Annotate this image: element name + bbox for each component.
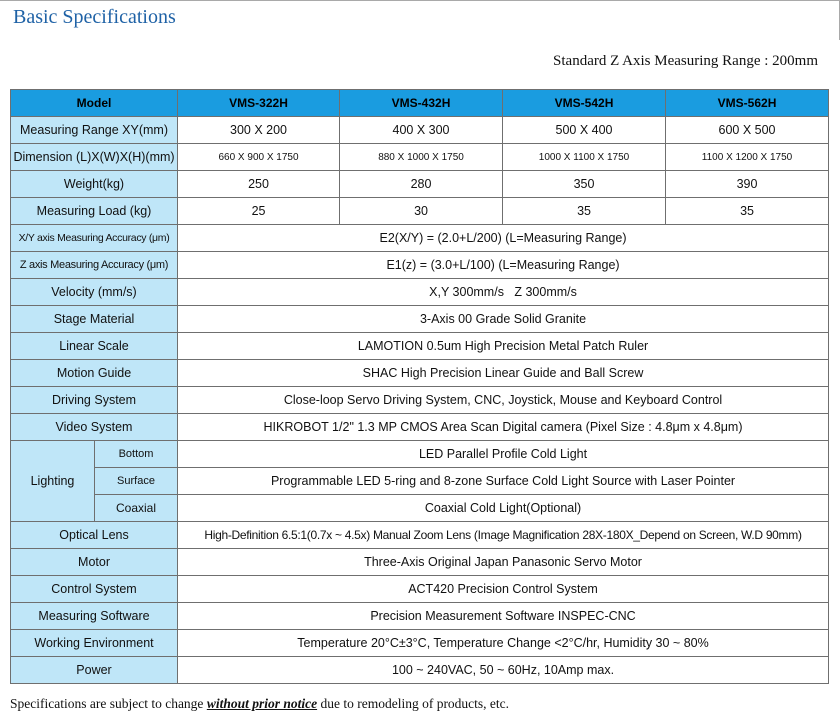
row-label: X/Y axis Measuring Accuracy (μm) (11, 225, 178, 252)
footer-text-end: due to remodeling of products, etc. (317, 696, 510, 711)
spec-table (10, 89, 829, 684)
header-model-3: VMS-542H (503, 90, 666, 117)
row-label: Working Environment (11, 630, 178, 657)
row-dimension (11, 144, 829, 171)
cell-value: 30 (340, 198, 503, 225)
cell-value: 3-Axis 00 Grade Solid Granite (178, 306, 829, 333)
row-measuring-software (11, 603, 829, 630)
cell-value: High-Definition 6.5:1(0.7x ~ 4.5x) Manual Zoom Lens (Image Magnification 28X-180X_Depend on Screen, W.D 90mm) (178, 522, 829, 549)
cell-value: X,Y 300mm/s Z 300mm/s (178, 279, 829, 306)
row-control-system (11, 576, 829, 603)
row-driving-system (11, 387, 829, 414)
cell-value: Coaxial Cold Light(Optional) (178, 495, 829, 522)
row-optical-lens (11, 522, 829, 549)
lighting-label: Lighting (11, 441, 95, 522)
lighting-sub-label: Bottom (95, 441, 178, 468)
row-label: Velocity (mm/s) (11, 279, 178, 306)
cell-value: 25 (178, 198, 340, 225)
cell-value: Programmable LED 5-ring and 8-zone Surface Cold Light Source with Laser Pointer (178, 468, 829, 495)
row-label: Motion Guide (11, 360, 178, 387)
header-row (11, 90, 829, 117)
row-label: Stage Material (11, 306, 178, 333)
cell-value: 280 (340, 171, 503, 198)
header-model-4: VMS-562H (666, 90, 829, 117)
row-weight (11, 171, 829, 198)
page-title: Basic Specifications (13, 6, 176, 28)
row-stage-material (11, 306, 829, 333)
cell-value: 1000 X 1100 X 1750 (503, 144, 666, 171)
z-axis-range-note: Standard Z Axis Measuring Range : 200mm (553, 53, 818, 69)
row-measuring-range (11, 117, 829, 144)
row-label: Control System (11, 576, 178, 603)
cell-value: 350 (503, 171, 666, 198)
cell-value: 880 X 1000 X 1750 (340, 144, 503, 171)
row-video-system (11, 414, 829, 441)
row-power (11, 657, 829, 684)
cell-value: 35 (666, 198, 829, 225)
cell-value: 400 X 300 (340, 117, 503, 144)
cell-value: SHAC High Precision Linear Guide and Ball Screw (178, 360, 829, 387)
row-lighting-coaxial (11, 495, 829, 522)
cell-value: LAMOTION 0.5um High Precision Metal Patch Ruler (178, 333, 829, 360)
footer-text-start: Specifications are subject to change (10, 696, 207, 711)
row-label: Z axis Measuring Accuracy (μm) (11, 252, 178, 279)
top-rule (0, 0, 840, 1)
cell-value: E1(z) = (3.0+L/100) (L=Measuring Range) (178, 252, 829, 279)
row-label: Measuring Load (kg) (11, 198, 178, 225)
cell-value: 300 X 200 (178, 117, 340, 144)
header-model-2: VMS-432H (340, 90, 503, 117)
row-velocity (11, 279, 829, 306)
cell-value: 500 X 400 (503, 117, 666, 144)
cell-value: ACT420 Precision Control System (178, 576, 829, 603)
header-model-label: Model (11, 90, 178, 117)
cell-value: Three-Axis Original Japan Panasonic Servo Motor (178, 549, 829, 576)
cell-value: Precision Measurement Software INSPEC-CNC (178, 603, 829, 630)
row-xy-accuracy (11, 225, 829, 252)
row-lighting-surface (11, 468, 829, 495)
cell-value: Temperature 20°C±3°C, Temperature Change <2°C/hr, Humidity 30 ~ 80% (178, 630, 829, 657)
row-label: Measuring Range XY(mm) (11, 117, 178, 144)
row-label: Linear Scale (11, 333, 178, 360)
lighting-sub-label: Coaxial (95, 495, 178, 522)
row-label: Dimension (L)X(W)X(H)(mm) (11, 144, 178, 171)
row-label: Video System (11, 414, 178, 441)
row-z-accuracy (11, 252, 829, 279)
lighting-sub-label: Surface (95, 468, 178, 495)
cell-value: 390 (666, 171, 829, 198)
cell-value: Close-loop Servo Driving System, CNC, Joystick, Mouse and Keyboard Control (178, 387, 829, 414)
cell-value: LED Parallel Profile Cold Light (178, 441, 829, 468)
footer-note (10, 696, 509, 712)
header-model-1: VMS-322H (178, 90, 340, 117)
row-label: Power (11, 657, 178, 684)
cell-value: 35 (503, 198, 666, 225)
cell-value: 600 X 500 (666, 117, 829, 144)
row-lighting-bottom (11, 441, 829, 468)
cell-value: 660 X 900 X 1750 (178, 144, 340, 171)
row-label: Weight(kg) (11, 171, 178, 198)
row-linear-scale (11, 333, 829, 360)
row-label: Driving System (11, 387, 178, 414)
row-working-environment (11, 630, 829, 657)
cell-value: 250 (178, 171, 340, 198)
row-motor (11, 549, 829, 576)
cell-value: E2(X/Y) = (2.0+L/200) (L=Measuring Range) (178, 225, 829, 252)
row-label: Motor (11, 549, 178, 576)
footer-emphasis: without prior notice (206, 696, 318, 711)
row-measuring-load (11, 198, 829, 225)
cell-value: 1100 X 1200 X 1750 (666, 144, 829, 171)
cell-value: HIKROBOT 1/2" 1.3 MP CMOS Area Scan Digital camera (Pixel Size : 4.8μm x 4.8μm) (178, 414, 829, 441)
row-label: Measuring Software (11, 603, 178, 630)
row-motion-guide (11, 360, 829, 387)
row-label: Optical Lens (11, 522, 178, 549)
cell-value: 100 ~ 240VAC, 50 ~ 60Hz, 10Amp max. (178, 657, 829, 684)
